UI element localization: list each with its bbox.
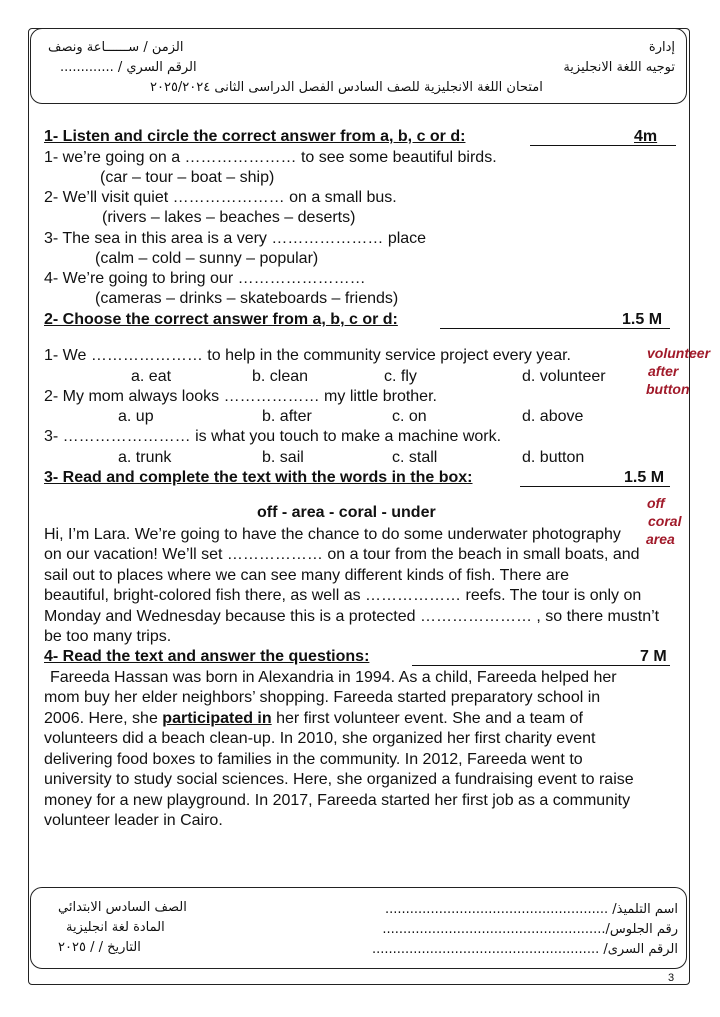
- highlighted-phrase: participated in: [162, 710, 272, 727]
- header-right-line2: توجيه اللغة الانجليزية: [563, 60, 675, 75]
- section2-q3-opt-c: c. stall: [392, 449, 438, 466]
- section2-q3-opt-d: d. button: [522, 449, 585, 466]
- section2-handwritten-2: after: [648, 363, 679, 379]
- section4-line6: university to study social sciences. Here, she organized a fundraising event to raise: [44, 771, 634, 788]
- section3-line4: beautiful, bright-colored fish there, as well as ……………… reefs. The tour is only on: [44, 587, 642, 604]
- section2-marks: 1.5 M: [622, 311, 663, 328]
- footer-student-name: اسم التلميذ/ ......................................................: [384, 902, 678, 917]
- section3-heading: 3- Read and complete the text with the words in the box:: [44, 469, 473, 486]
- section3-word-box: off - area - coral - under: [257, 504, 436, 521]
- section4-line8: volunteer leader in Cairo.: [44, 812, 223, 829]
- section4-line1: Fareeda Hassan was born in Alexandria in 1994. As a child, Fareeda helped her: [50, 669, 617, 686]
- section2-q1: 1- We ………………… to help in the community service project every year.: [44, 347, 571, 364]
- section4-line3-start: 2006. Here, she: [44, 710, 163, 727]
- footer-date: التاريخ / / ٢٠٢٥: [58, 940, 141, 955]
- section1-underline: [530, 145, 676, 146]
- section3-line3: sail out to places where we can see many different kinds of fish. There are: [44, 567, 570, 584]
- section2-q2: 2- My mom always looks ……………… my little brother.: [44, 388, 437, 405]
- footer-seat-number: رقم الجلوس/......................................................: [382, 922, 678, 937]
- section1-q4-options: (cameras – drinks – skateboards – friends): [95, 290, 399, 307]
- section2-q3-opt-b: b. sail: [262, 449, 304, 466]
- header-left-line2: الرقم السري / .............: [60, 60, 197, 75]
- section1-q2: 2- We’ll visit quiet ………………… on a small bus.: [44, 189, 397, 206]
- page-number: 3: [668, 972, 675, 984]
- section1-q2-options: (rivers – lakes – beaches – deserts): [102, 209, 356, 226]
- section1-q3-options: (calm – cold – sunny – popular): [95, 250, 319, 267]
- section3-handwritten-2: coral: [648, 513, 682, 529]
- section3-marks: 1.5 M: [624, 469, 665, 486]
- header-left-line1: الزمن / ســــــاعة ونصف: [48, 40, 184, 55]
- section3-underline: [520, 486, 670, 487]
- section1-heading: 1- Listen and circle the correct answer from a, b, c or d:: [44, 128, 466, 145]
- section4-line7: money for a new playground. In 2017, Fareeda started her first job as a community: [44, 792, 631, 809]
- section2-handwritten-3: button: [646, 381, 690, 397]
- section4-line3: [44, 709, 583, 729]
- section1-q1-options: (car – tour – boat – ship): [100, 169, 275, 186]
- header-right-line1: إدارة: [648, 40, 675, 55]
- section3-handwritten-3: area: [646, 531, 675, 547]
- section2-q1-opt-a: a. eat: [131, 368, 172, 385]
- section4-line5: delivering food boxes to families in the community. In 2012, Fareeda went to: [44, 751, 583, 768]
- section1-marks: 4m: [634, 128, 658, 145]
- footer-subject: المادة لغة انجليزية: [66, 920, 165, 935]
- section2-q2-opt-d: d. above: [522, 408, 584, 425]
- section1-q1: 1- we’re going on a ………………… to see some beautiful birds.: [44, 149, 497, 166]
- section3-handwritten-1: off: [647, 495, 665, 511]
- section2-heading: 2- Choose the correct answer from a, b, c or d:: [44, 311, 398, 328]
- footer-secret-number: الرقم السرى/ .......................................................: [371, 942, 678, 957]
- section4-line2: mom buy her elder neighbors’ shopping. Fareeda started preparatory school in: [44, 689, 601, 706]
- section4-heading: 4- Read the text and answer the questions:: [44, 648, 370, 665]
- section1-q3: 3- The sea in this area is a very ………………… place: [44, 230, 427, 247]
- section3-line6: be too many trips.: [44, 628, 172, 645]
- section2-q1-opt-c: c. fly: [384, 368, 417, 385]
- section2-underline: [440, 328, 670, 329]
- section4-underline: [412, 665, 670, 666]
- section2-q1-opt-b: b. clean: [252, 368, 309, 385]
- header-title: امتحان اللغة الانجليزية للصف السادس الفصل الدراسى الثانى ٢٠٢٥/٢٠٢٤: [150, 80, 543, 95]
- section3-line5: Monday and Wednesday because this is a protected ………………… , so there mustn’t: [44, 608, 660, 625]
- section1-q4: 4- We’re going to bring our ……………………: [44, 270, 366, 287]
- section2-q2-opt-b: b. after: [262, 408, 312, 425]
- section4-marks: 7 M: [640, 648, 667, 665]
- footer-grade: الصف السادس الابتدائي: [58, 900, 187, 915]
- section2-q3: 3- …………………… is what you touch to make a machine work.: [44, 428, 502, 445]
- section2-q1-opt-d: d. volunteer: [522, 368, 606, 385]
- section2-q2-opt-a: a. up: [118, 408, 154, 425]
- section2-handwritten-1: volunteer: [647, 345, 711, 361]
- section3-line2: on our vacation! We’ll set ……………… on a tour from the beach in small boats, and: [44, 546, 640, 563]
- section4-line4: volunteers did a beach clean-up. In 2010, she organized her first charity event: [44, 730, 596, 747]
- section2-q3-opt-a: a. trunk: [118, 449, 172, 466]
- section2-q2-opt-c: c. on: [392, 408, 427, 425]
- section4-line3-end: her first volunteer event. She and a team of: [271, 710, 583, 727]
- section3-line1: Hi, I’m Lara. We’re going to have the chance to do some underwater photography: [44, 526, 621, 543]
